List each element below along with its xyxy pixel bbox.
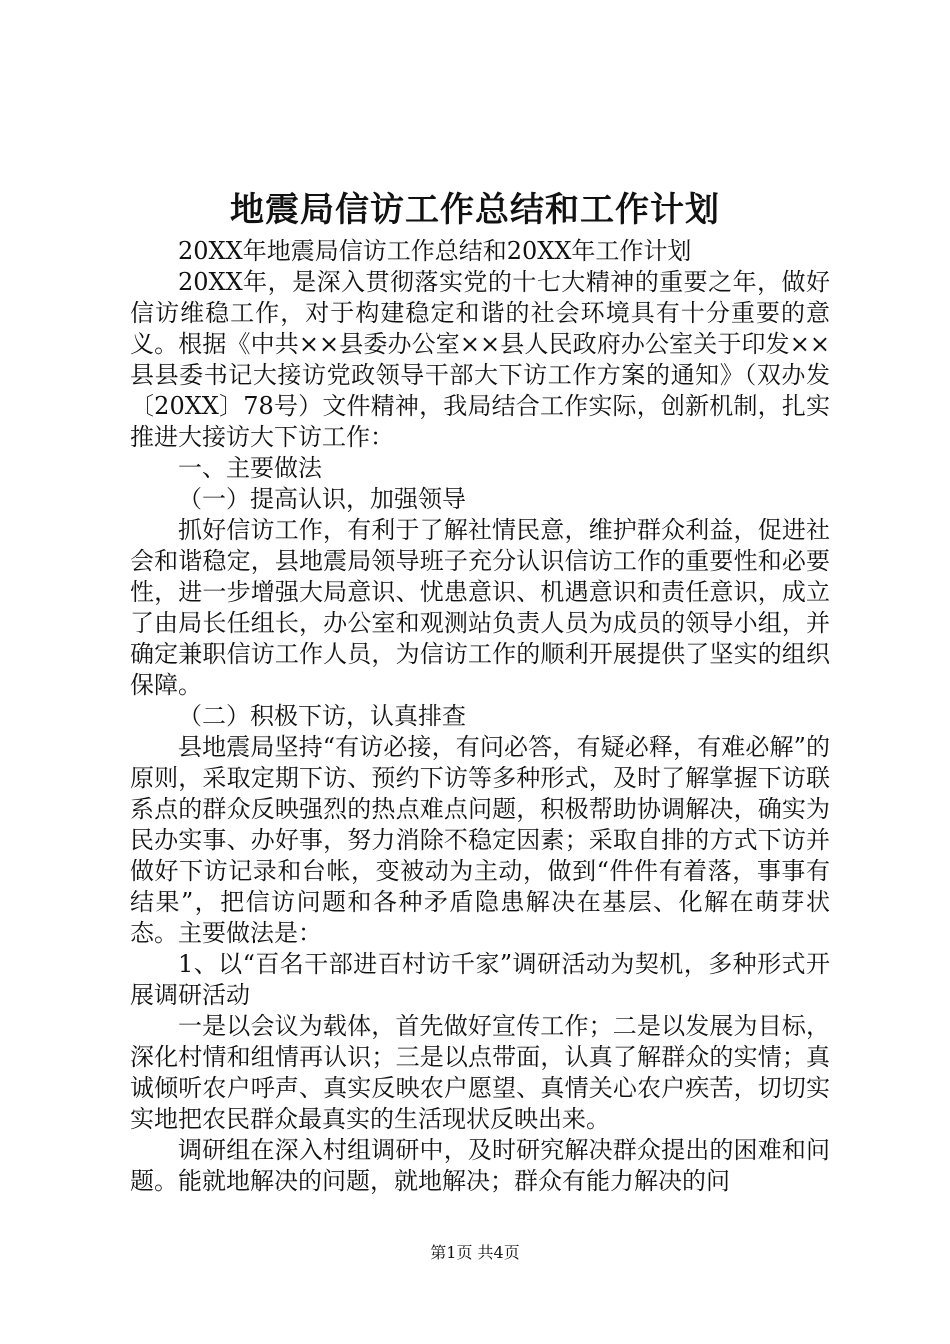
body-paragraph: 一是以会议为载体，首先做好宣传工作；二是以发展为目标，深化村情和组情再认识；三是以点带面，认真了解群众的实情；真诚倾听农户呼声、真实反映农户愿望、真情关心农户疾苦，切切实实地把农民群众最真实的生活现状反映出来。: [130, 1012, 830, 1133]
document-body: [130, 236, 830, 1197]
subsection-heading: （二）积极下访，认真排查: [178, 702, 466, 730]
body-paragraph: 抓好信访工作，有利于了解社情民意，维护群众利益，促进社会和谐稳定，县地震局领导班子充分认识信访工作的重要性和必要性，进一步增强大局意识、忧患意识、机遇意识和责任意识，成立了由局长任组长，办公室和观测站负责人员为成员的领导小组，并确定兼职信访工作人员，为信访工作的顺利开展提供了坚实的组织保障。: [130, 516, 830, 699]
document-title: 地震局信访工作总结和工作计划: [230, 190, 720, 230]
section-heading: 一、主要做法: [178, 454, 322, 482]
subtitle-paragraph: 20XX年地震局信访工作总结和20XX年工作计划: [178, 237, 692, 265]
intro-paragraph: 20XX年，是深入贯彻落实党的十七大精神的重要之年，做好信访维稳工作，对于构建稳定和谐的社会环境具有十分重要的意义。根据《中共××县委办公室××县人民政府办公室关于印发××县县委书记大接访党政领导干部大下访工作方案的通知》（双办发〔20XX〕78号）文件精神，我局结合工作实际，创新机制，扎实推进大接访大下访工作：: [130, 268, 830, 451]
body-paragraph: 县地震局坚持“有访必接，有问必答，有疑必释，有难必解”的原则，采取定期下访、预约下访等多种形式，及时了解掌握下访联系点的群众反映强烈的热点难点问题，积极帮助协调解决，确实为民办实事、办好事，努力消除不稳定因素；采取自排的方式下访并做好下访记录和台帐，变被动为主动，做到“件件有着落，事事有结果”，把信访问题和各种矛盾隐患解决在基层、化解在萌芽状态。主要做法是：: [130, 733, 830, 947]
body-paragraph: 调研组在深入村组调研中，及时研究解决群众提出的困难和问题。能就地解决的问题，就地解决；群众有能力解决的问: [130, 1136, 830, 1195]
subsection-heading: （一）提高认识，加强领导: [178, 485, 466, 513]
numbered-heading: 1、以“百名干部进百村访千家”调研活动为契机，多种形式开展调研活动: [130, 950, 830, 1009]
page-footer: 第1页 共4页: [430, 1243, 520, 1262]
